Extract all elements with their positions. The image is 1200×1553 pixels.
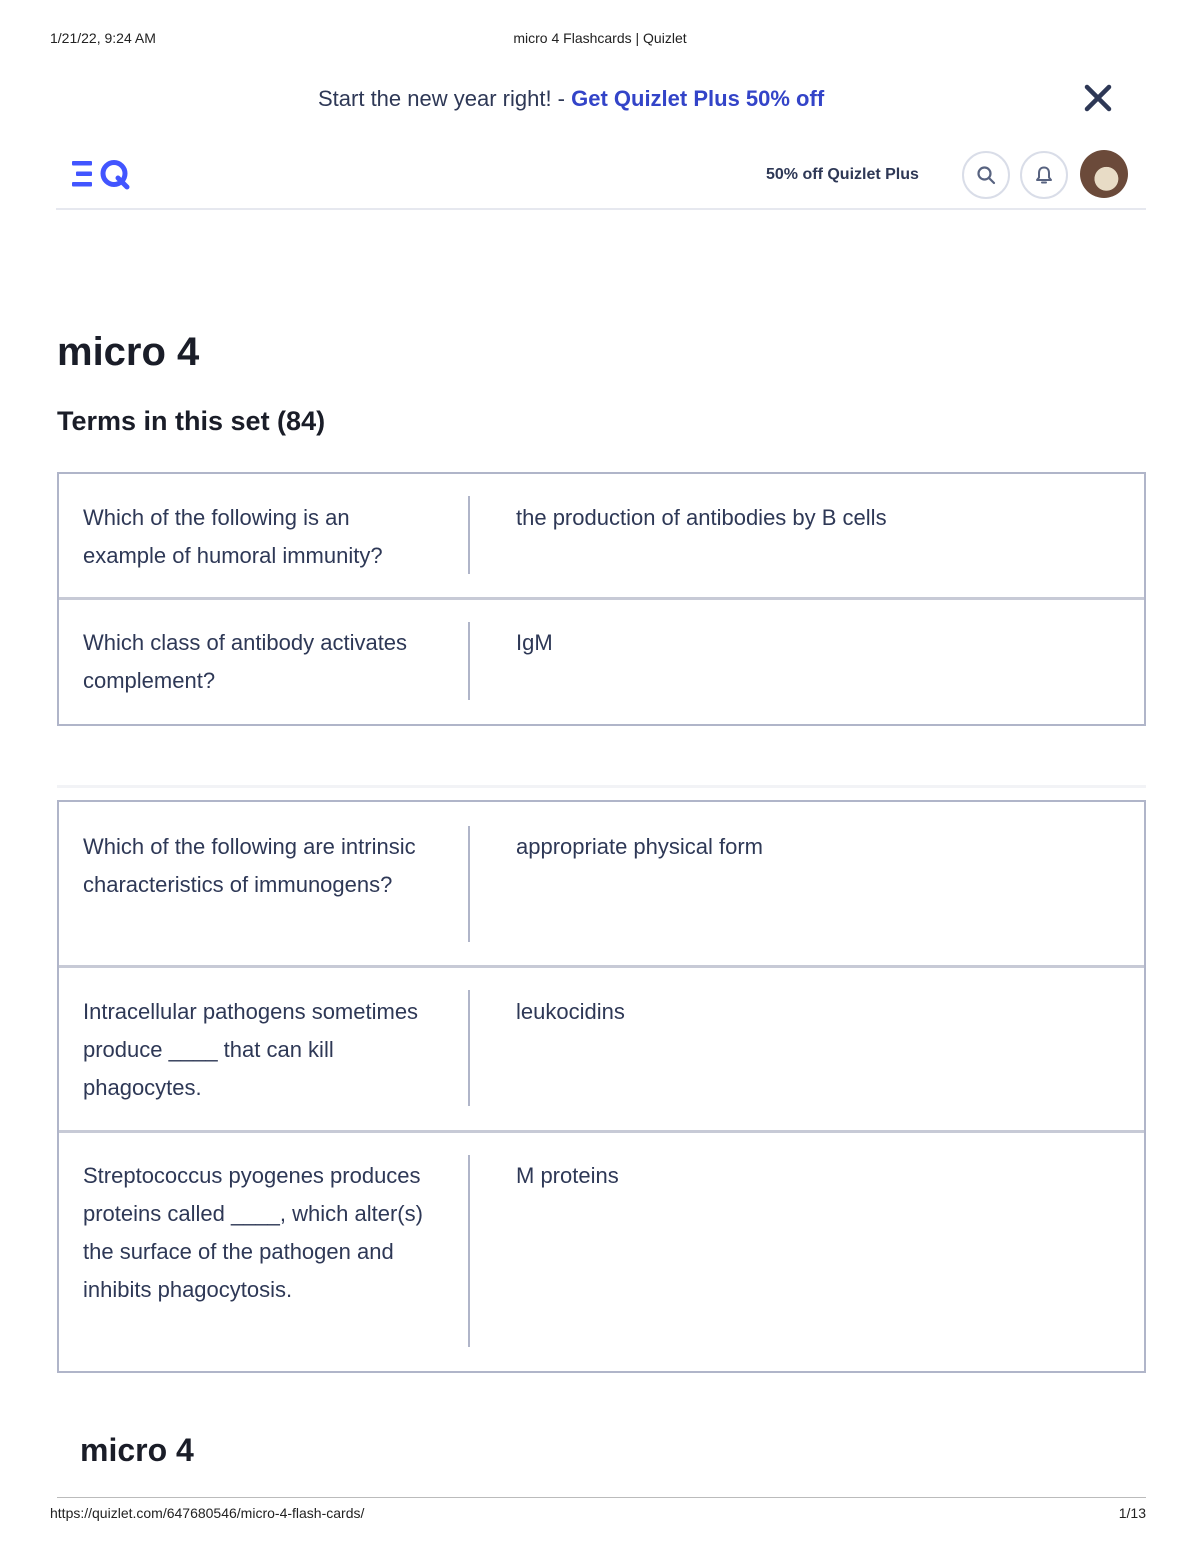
card-definition: the production of antibodies by B cells [516, 505, 887, 530]
page-number: 1/13 [1118, 1505, 1146, 1521]
card-group [57, 800, 1146, 1373]
card-divider [468, 1155, 470, 1347]
print-url: https://quizlet.com/647680546/micro-4-flash-cards/ [50, 1505, 365, 1521]
card-row[interactable] [59, 1133, 1144, 1371]
card-term: Intracellular pathogens sometimes produce ____ that can kill phagocytes. [83, 999, 419, 1100]
search-icon [976, 165, 996, 185]
top-navigation [56, 148, 1146, 210]
card-row[interactable] [59, 474, 1144, 600]
quizlet-logo[interactable] [72, 158, 132, 190]
print-date: 1/21/22, 9:24 AM [50, 30, 156, 46]
plus-discount-link[interactable]: 50% off Quizlet Plus [766, 166, 919, 183]
card-term: Streptococcus pyogenes produces proteins called ____, which alter(s) the surface of the pathogen and inhibits phagocytosis. [83, 1163, 423, 1302]
close-icon [1082, 82, 1114, 114]
card-group [57, 472, 1146, 726]
notifications-button[interactable] [1020, 151, 1068, 199]
terms-heading: Terms in this set (84) [57, 406, 326, 436]
footer-set-title: micro 4 [80, 1432, 194, 1468]
footer-divider [57, 1497, 1146, 1498]
card-definition: appropriate physical form [516, 834, 764, 859]
print-header [50, 30, 1150, 50]
promo-link[interactable]: Get Quizlet Plus 50% off [571, 86, 825, 111]
card-divider [468, 826, 470, 942]
close-promo-button[interactable] [1082, 82, 1114, 114]
promo-banner [0, 84, 1200, 116]
card-divider [468, 496, 470, 574]
page-title: micro 4 [57, 330, 200, 374]
card-row[interactable] [59, 600, 1144, 724]
card-term: Which of the following are intrinsic characteristics of immunogens? [83, 834, 416, 897]
card-term: Which of the following is an example of humoral immunity? [83, 505, 383, 568]
card-row[interactable] [59, 802, 1144, 968]
print-page-title: micro 4 Flashcards | Quizlet [513, 30, 687, 46]
user-avatar[interactable] [1080, 150, 1128, 198]
card-definition: IgM [516, 630, 553, 655]
section-separator [57, 785, 1146, 788]
card-definition: leukocidins [516, 999, 625, 1024]
promo-message: Start the new year right! - [318, 86, 572, 111]
bell-icon [1034, 165, 1054, 185]
quizlet-logo-icon [72, 158, 132, 190]
card-row[interactable] [59, 968, 1144, 1133]
promo-text [318, 86, 824, 112]
card-definition: M proteins [516, 1163, 619, 1188]
search-button[interactable] [962, 151, 1010, 199]
card-term: Which class of antibody activates complement? [83, 630, 408, 693]
card-divider [468, 622, 470, 700]
card-divider [468, 990, 470, 1106]
print-footer [50, 1505, 1146, 1525]
